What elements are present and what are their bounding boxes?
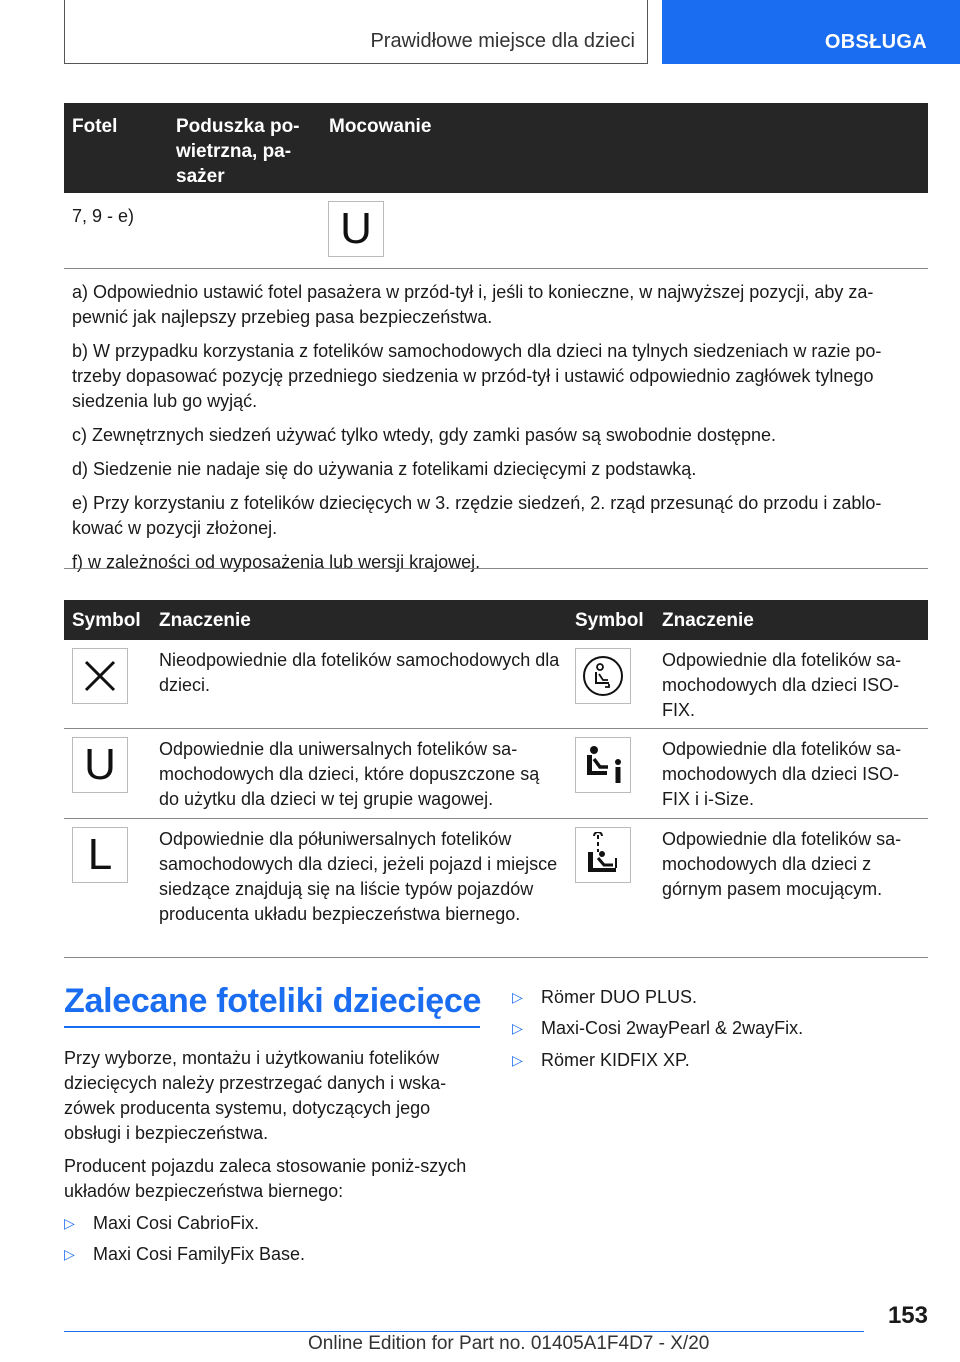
table-row	[64, 193, 928, 269]
divider	[64, 568, 928, 569]
isize-seat-icon	[580, 742, 626, 788]
header-symbol-right: Symbol	[575, 610, 644, 631]
header-poduszka: Poduszka po- wietrzna, pa- sażer	[176, 116, 300, 187]
isize-symbol-box	[575, 737, 631, 793]
meaning-text: Odpowiednie dla fotelików sa-mochodowych dla dzieci ISO-FIX.	[662, 650, 902, 720]
not-suitable-symbol-box	[72, 648, 128, 704]
universal-symbol: U	[84, 740, 116, 789]
section-title: Zalecane foteliki dziecięce	[64, 982, 482, 1020]
seat-cell: 7, 9 - e)	[72, 206, 135, 226]
note-b: b) W przypadku korzystania z fotelików samochodowych dla dzieci na tylnych siedzeniach w razie po-trzeby dopasować pozycję przedniego siedzenia w przód-tył i ustawić odpowiednio zagłówek tylnego siedzenia lub go wyjąć.	[72, 341, 882, 411]
note-a: a) Odpowiednio ustawić fotel pasażera w przód-tył i, jeśli to konieczne, w najwyższej pozycji, aby za-pewnić jak najlepszy przebieg pasa bezpieczeństwa.	[72, 282, 874, 327]
top-tether-seat-icon	[580, 832, 626, 878]
footer-edition-link[interactable]: Online Edition for Part no. 01405A1F4D7 - X/20	[308, 1333, 710, 1354]
header-title-box	[64, 0, 648, 64]
triangle-bullet-icon: ▷	[64, 1215, 75, 1231]
note-f: f) w zależności od wyposażenia lub wersji krajowej.	[72, 552, 481, 572]
section-title-underline	[64, 1026, 480, 1028]
universal-symbol: U	[340, 204, 372, 253]
table-row	[64, 819, 928, 958]
universal-symbol-box	[72, 737, 128, 793]
meaning-text: Odpowiednie dla fotelików sa-mochodowych dla dzieci z górnym pasem mocującym.	[662, 829, 902, 899]
section-paragraph-2: Producent pojazdu zaleca stosowanie poniż-szych układów bezpieczeństwa biernego:	[64, 1156, 467, 1201]
note-e: e) Przy korzystaniu z fotelików dziecięcych w 3. rzędzie siedzeń, 2. rząd przesunąć do przodu i zablo-kować w pozycji złożonej.	[72, 493, 882, 538]
header-meaning-right: Znaczenie	[662, 610, 754, 631]
isofix-symbol-box	[575, 648, 631, 704]
header-symbol-left: Symbol	[72, 610, 141, 631]
table-row	[64, 729, 928, 819]
semi-universal-symbol: L	[87, 830, 113, 879]
header-section-tab[interactable]	[662, 0, 960, 64]
meaning-text: Odpowiednie dla półuniwersalnych fotelików samochodowych dla dzieci, jeżeli pojazd i miejsce siedzące znajdują się na liście typów pojazdów producenta układu bezpieczeństwa biernego.	[159, 829, 558, 924]
triangle-bullet-icon: ▷	[512, 989, 523, 1005]
cross-icon	[83, 659, 117, 693]
universal-symbol-box	[328, 201, 384, 257]
footnotes	[72, 280, 928, 584]
triangle-bullet-icon: ▷	[512, 1052, 523, 1068]
header-fotel: Fotel	[72, 116, 118, 137]
table-row	[64, 640, 928, 729]
page-number: 153	[887, 1302, 928, 1329]
meaning-text: Nieodpowiednie dla fotelików samochodowych dla dzieci.	[159, 650, 560, 695]
symbol-table-header	[64, 600, 928, 640]
isofix-seat-icon	[581, 654, 625, 698]
section-paragraph-1: Przy wyborze, montażu i użytkowaniu fotelików dziecięcych należy przestrzegać danych i wska-zówek producenta systemu, dotyczących jego obsługi i bezpieczeństwa.	[64, 1048, 447, 1143]
header-title: Prawidłowe miejsce dla dzieci	[370, 30, 635, 52]
meaning-text: Odpowiednie dla fotelików sa-mochodowych dla dzieci ISO-FIX i i-Size.	[662, 739, 902, 809]
note-c: c) Zewnętrznych siedzeń używać tylko wtedy, gdy zamki pasów są swobodnie dostępne.	[72, 425, 777, 445]
seat-table-header	[64, 103, 928, 193]
triangle-bullet-icon: ▷	[512, 1020, 523, 1036]
header-meaning-left: Znaczenie	[159, 610, 251, 631]
footer-divider	[64, 1331, 864, 1332]
top-tether-symbol-box	[575, 827, 631, 883]
triangle-bullet-icon: ▷	[64, 1246, 75, 1262]
semi-universal-symbol-box	[72, 827, 128, 883]
note-d: d) Siedzenie nie nadaje się do używania z fotelikami dziecięcymi z podstawką.	[72, 459, 697, 479]
meaning-text: Odpowiednie dla uniwersalnych fotelików sa-mochodowych dla dzieci, które dopuszczone są do użytku dla dzieci w tej grupie wagowej.	[159, 739, 540, 809]
header-section-label: OBSŁUGA	[824, 31, 927, 53]
header-mocowanie: Mocowanie	[329, 116, 432, 137]
